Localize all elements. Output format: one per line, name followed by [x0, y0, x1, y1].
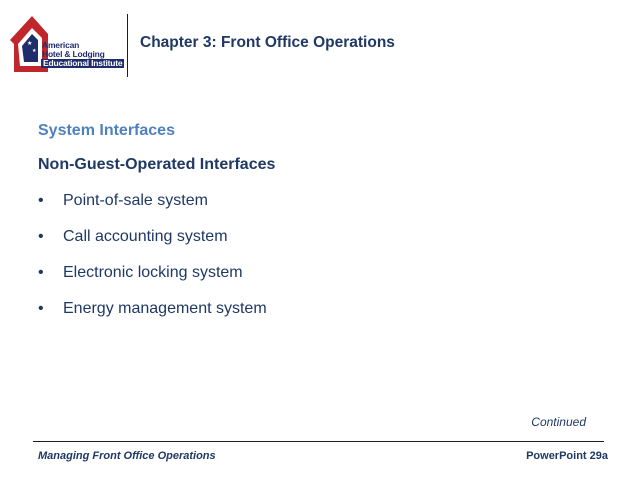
- list-item: [38, 264, 267, 300]
- bullet-icon: •: [38, 264, 44, 281]
- subtitle: Non-Guest-Operated Interfaces: [38, 156, 276, 173]
- logo-text: [42, 41, 124, 68]
- footer-divider: [33, 441, 604, 442]
- continued-label: Continued: [531, 415, 586, 429]
- bullet-text: Electronic locking system: [63, 264, 243, 281]
- bullet-text: Call accounting system: [63, 228, 228, 245]
- list-item: [38, 192, 267, 228]
- list-item: [38, 300, 267, 336]
- bullet-text: Point-of-sale system: [63, 192, 208, 209]
- svg-text:★: ★: [32, 48, 37, 54]
- bullet-icon: •: [38, 300, 44, 317]
- logo-line-2: Hotel & Lodging: [42, 49, 105, 59]
- chapter-title: Chapter 3: Front Office Operations: [140, 34, 395, 51]
- footer-slide-number: PowerPoint 29a: [526, 450, 608, 462]
- footer-course-title: Managing Front Office Operations: [38, 450, 216, 462]
- bullet-list: [38, 192, 267, 336]
- logo-line-1: American: [42, 40, 80, 50]
- bullet-icon: •: [38, 192, 44, 209]
- bullet-icon: •: [38, 228, 44, 245]
- ahlei-logo: [8, 14, 123, 78]
- logo-line-3: Educational Institute: [43, 58, 123, 68]
- section-title: System Interfaces: [38, 122, 175, 139]
- svg-text:★: ★: [27, 40, 33, 47]
- bullet-text: Energy management system: [63, 300, 267, 317]
- header-divider: [127, 14, 128, 77]
- list-item: [38, 228, 267, 264]
